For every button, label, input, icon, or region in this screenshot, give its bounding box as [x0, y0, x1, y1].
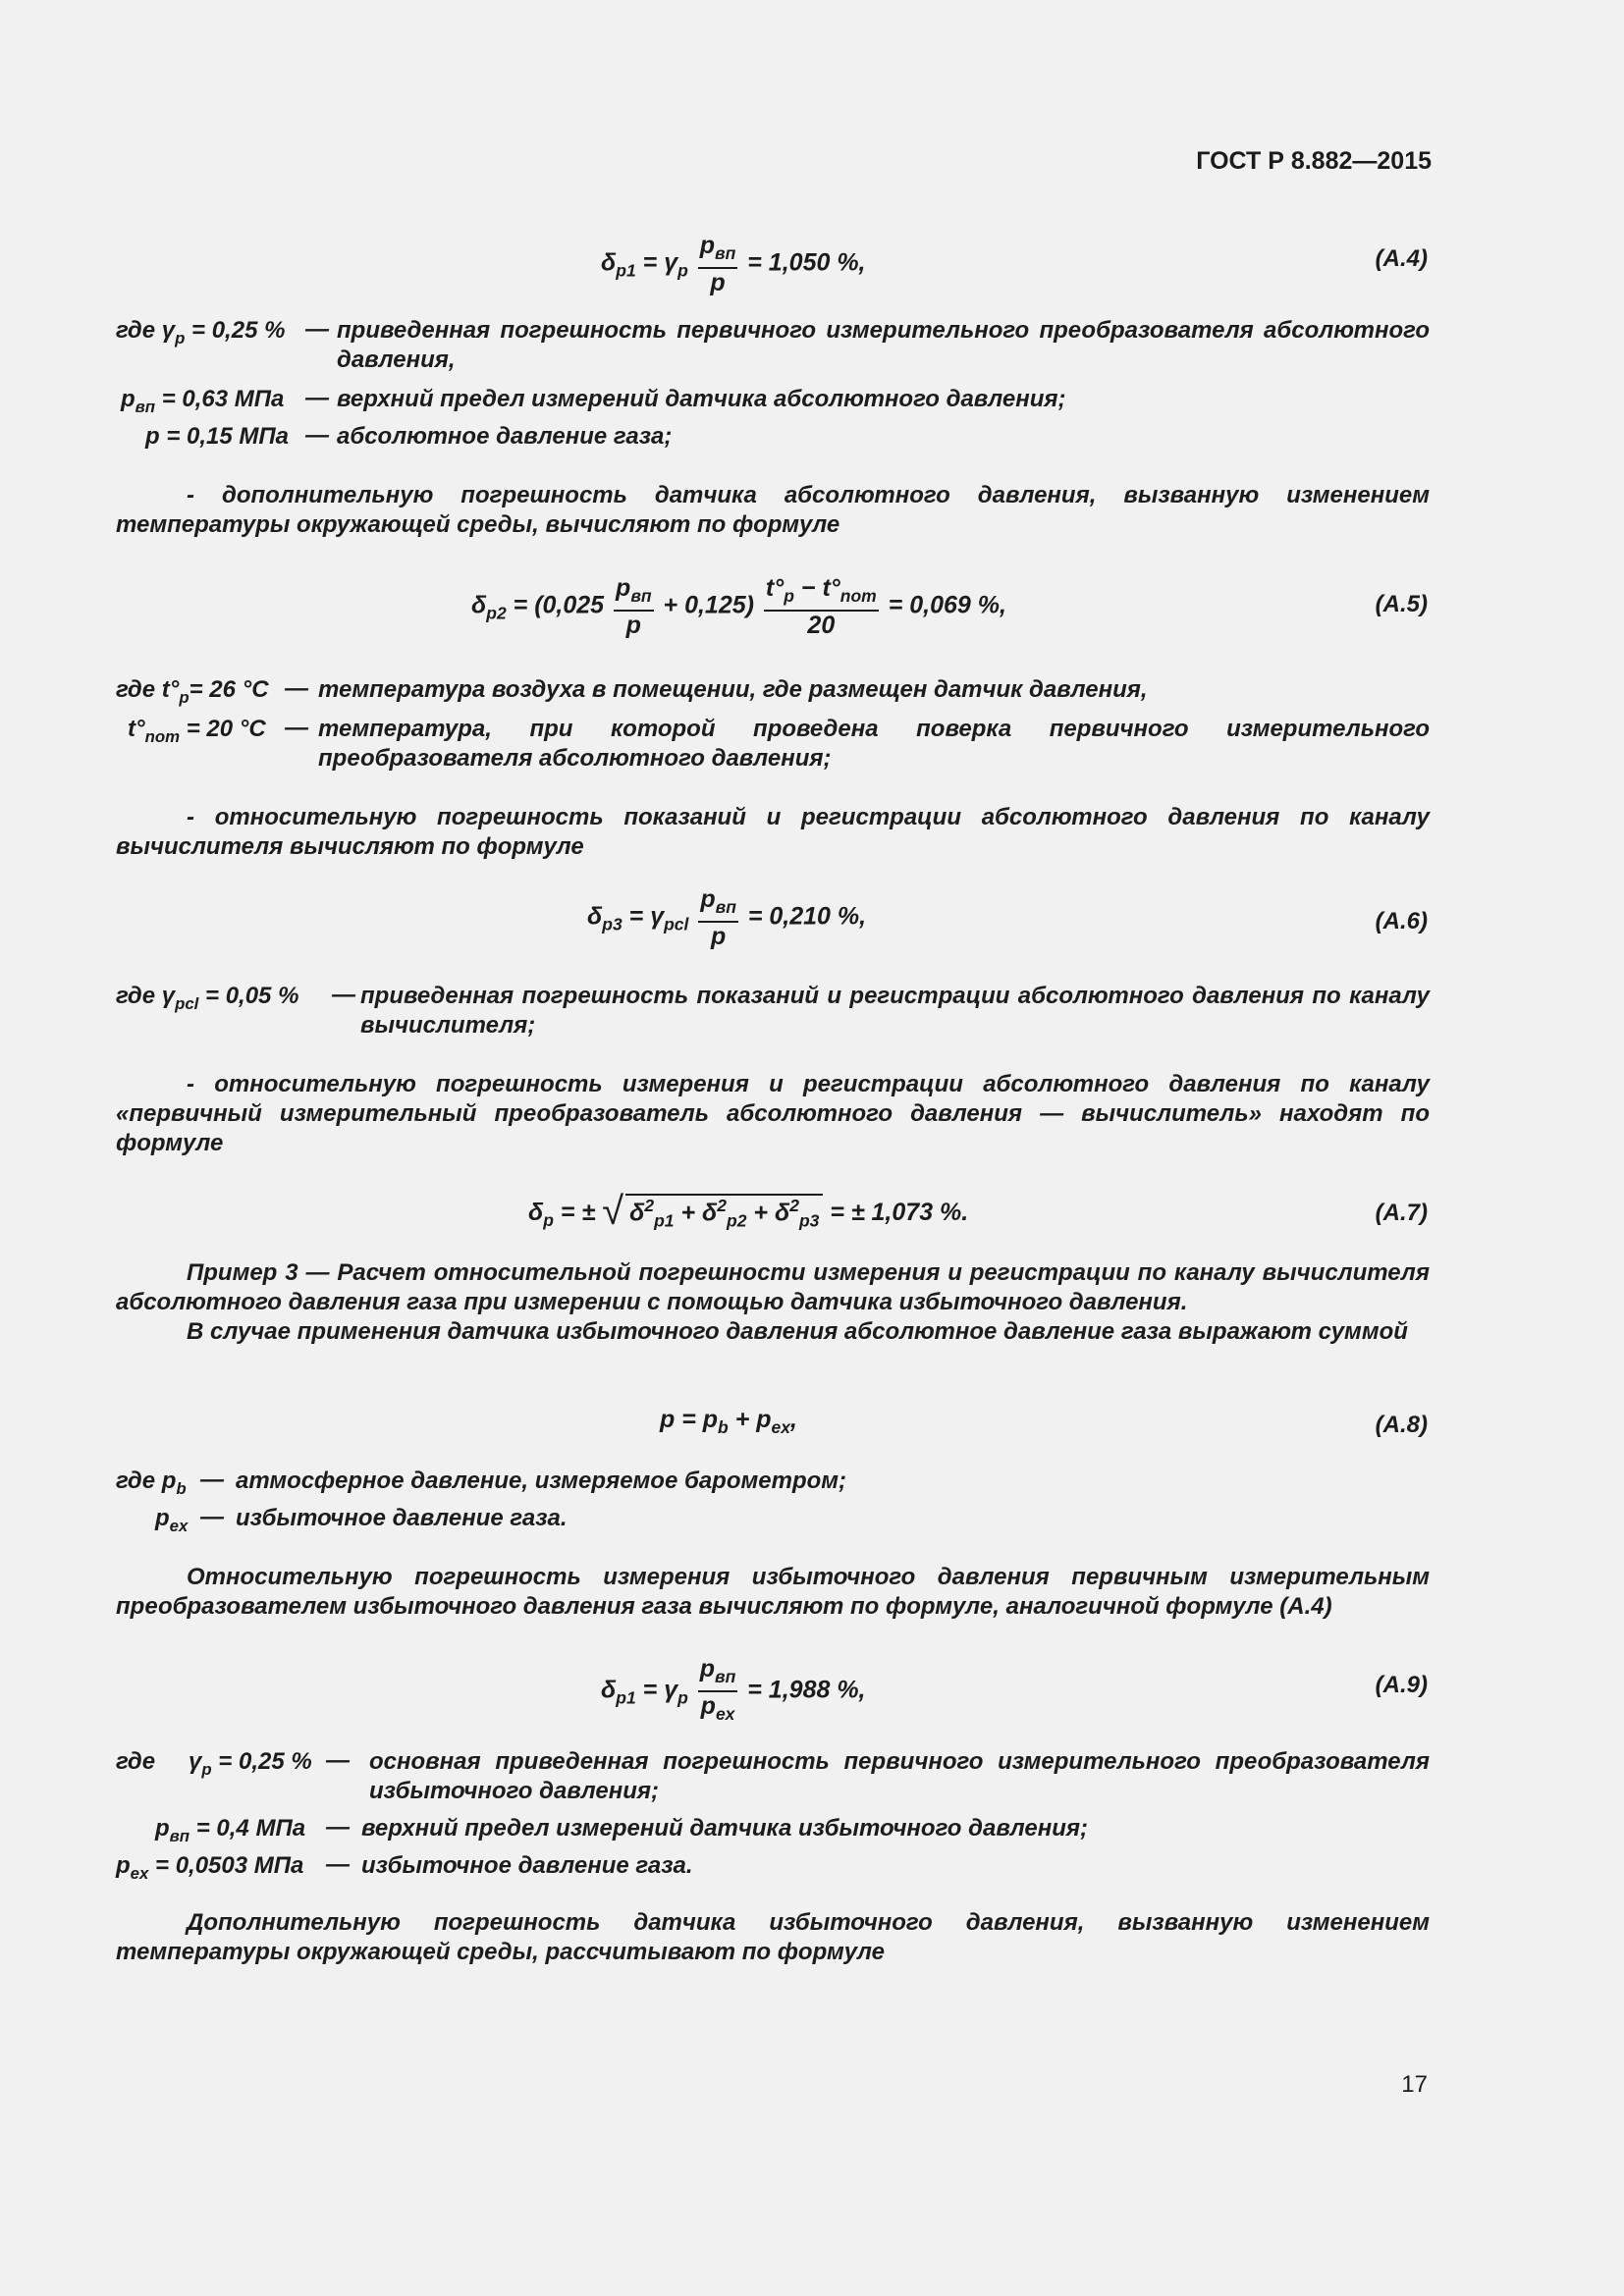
- paragraph: Дополнительную погрешность датчика избыточного давления, вызванную изменением температуры окружающей среды, рассчитывают по формуле: [116, 1909, 1430, 1965]
- definition-symbol: $p_{ex}$: [155, 1505, 189, 1535]
- fraction: $\frac{p_{вп}}{p_{ex}}$: [699, 1655, 736, 1724]
- definition-dash: —: [326, 1747, 350, 1774]
- paragraph: В случае применения датчика избыточного давления абсолютное давление газа выражают суммой: [187, 1318, 1408, 1345]
- paragraph: Относительную погрешность измерения избыточного давления первичным измерительным преобразователем избыточного давления газа вычисляют по формуле, аналогичной формуле (А.4): [116, 1564, 1430, 1620]
- definition-symbol: где $\gamma_{pcl} = 0,05$ %: [116, 983, 299, 1013]
- definition-text: атмосферное давление, измеряемое барометром;: [236, 1468, 847, 1494]
- definition-dash: —: [332, 982, 355, 1008]
- definition-text: избыточное давление газа.: [236, 1505, 568, 1531]
- paragraph: - дополнительную погрешность датчика абсолютного давления, вызванную изменением температуры окружающей среды, вычисляют по формуле: [116, 482, 1430, 538]
- definition-text: приведенная погрешность показаний и регистрации абсолютного давления по каналу вычислителя;: [360, 983, 1430, 1039]
- definition-symbol: где $t^\circ_p= 26$ °C: [116, 676, 269, 707]
- definition-text: избыточное давление газа.: [361, 1852, 693, 1879]
- definition-text: верхний предел измерений датчика избыточного давления;: [361, 1815, 1089, 1842]
- fraction: $\frac{p_{вп}}{p}$: [616, 574, 652, 639]
- definition-symbol: $p_{вп} = 0,4$ МПа: [155, 1815, 306, 1845]
- definition-text: основная приведенная погрешность первичного измерительного преобразователя избыточного давления;: [369, 1748, 1430, 1804]
- equation-a5: $\delta_{p2} = (0,025$ $\frac{p_{вп}}{p}$ + 0,125) $\frac{t^\circ_p - t^\circ_{nom}}{20}$ = 0,069 %,: [471, 574, 1006, 639]
- definition-dash: —: [200, 1504, 224, 1530]
- equation-number: (А.7): [1375, 1200, 1428, 1226]
- definition-dash: —: [285, 675, 308, 702]
- equation-a9: $\delta_{p1} = \gamma_p$ $\frac{p_{вп}}{p_{ex}}$ = 1,988 %,: [601, 1655, 866, 1728]
- definition-dash: —: [326, 1851, 350, 1878]
- definition-dash: —: [305, 385, 329, 411]
- equation-a7: $\delta_p$ = ± √ $\delta^2_{p1} + \delta^2_{p2} + \delta^2_{p3}$ = ± 1,073 %.: [528, 1190, 969, 1233]
- fraction: $\frac{p_{вп}}{p}$: [700, 885, 736, 950]
- paragraph: - относительную погрешность показаний и регистрации абсолютного давления по каналу вычислителя вычисляют по формуле: [116, 804, 1430, 860]
- example-paragraph: Пример 3 — Расчет относительной погрешности измерения и регистрации по каналу вычислителя абсолютного давления газа при измерении с помощью датчика избыточного давления.: [116, 1259, 1430, 1315]
- definition-symbol: $p_{вп} = 0,63$ МПа: [121, 386, 285, 416]
- definition-text: приведенная погрешность первичного измерительного преобразователя абсолютного давления,: [337, 317, 1430, 373]
- standard-header: ГОСТ Р 8.882—2015: [1196, 147, 1432, 175]
- definition-symbol: где $p_b$: [116, 1468, 187, 1498]
- equation-a6: $\delta_{p3} = \gamma_{pcl}$ $\frac{p_{вп}}{p}$ = 0,210 %,: [587, 885, 867, 950]
- equation-a4: $\delta_{p1} = \gamma_p$ $\frac{p_{вп}}{p}$ = 1,050 %,: [601, 232, 866, 296]
- definition-text: абсолютное давление газа;: [337, 423, 673, 450]
- equation-number: (А.9): [1375, 1672, 1428, 1698]
- definition-text: температура, при которой проведена поверка первичного измерительного преобразователя абсолютного давления;: [318, 716, 1430, 772]
- sqrt-sign: √: [602, 1190, 624, 1233]
- definition-text: верхний предел измерений датчика абсолютного давления;: [337, 386, 1066, 412]
- definition-dash: —: [305, 422, 329, 449]
- definition-dash: —: [305, 316, 329, 343]
- definition-symbol: $p_{ex} = 0,0503$ МПа: [116, 1852, 304, 1883]
- equation-number: (А.5): [1375, 591, 1428, 617]
- equation-number: (А.6): [1375, 908, 1428, 934]
- equation-number: (А.8): [1375, 1412, 1428, 1438]
- definition-symbol: $t^\circ_{nom} = 20$ °C: [128, 716, 266, 746]
- definition-symbol: p = 0,15 МПа: [145, 423, 290, 450]
- fraction: $\frac{t^\circ_p - t^\circ_{nom}}{20}$: [765, 574, 877, 639]
- radicand: $\delta^2_{p1} + \delta^2_{p2} + \delta^2_{p3}$: [625, 1194, 823, 1231]
- fraction: $\frac{p_{вп}}{p}$: [699, 232, 736, 296]
- equation-number: (А.4): [1375, 245, 1428, 272]
- definition-lead: где: [116, 1748, 156, 1775]
- definition-symbol: $\gamma_p = 0,25$ %: [189, 1748, 312, 1779]
- equation-a8: $p = p_b + p_{ex}$,: [660, 1406, 797, 1437]
- definition-text: температура воздуха в помещении, где размещен датчик давления,: [318, 676, 1148, 703]
- paragraph: - относительную погрешность измерения и регистрации абсолютного давления по каналу «первичный измерительный преобразователь абсолютного давления — вычислитель» находят по формуле: [116, 1071, 1430, 1156]
- definition-dash: —: [285, 715, 308, 741]
- definition-symbol: где $\gamma_p = 0,25$ %: [116, 317, 286, 347]
- page-number: 17: [1401, 2071, 1428, 2098]
- definition-dash: —: [200, 1467, 224, 1493]
- definition-dash: —: [326, 1814, 350, 1841]
